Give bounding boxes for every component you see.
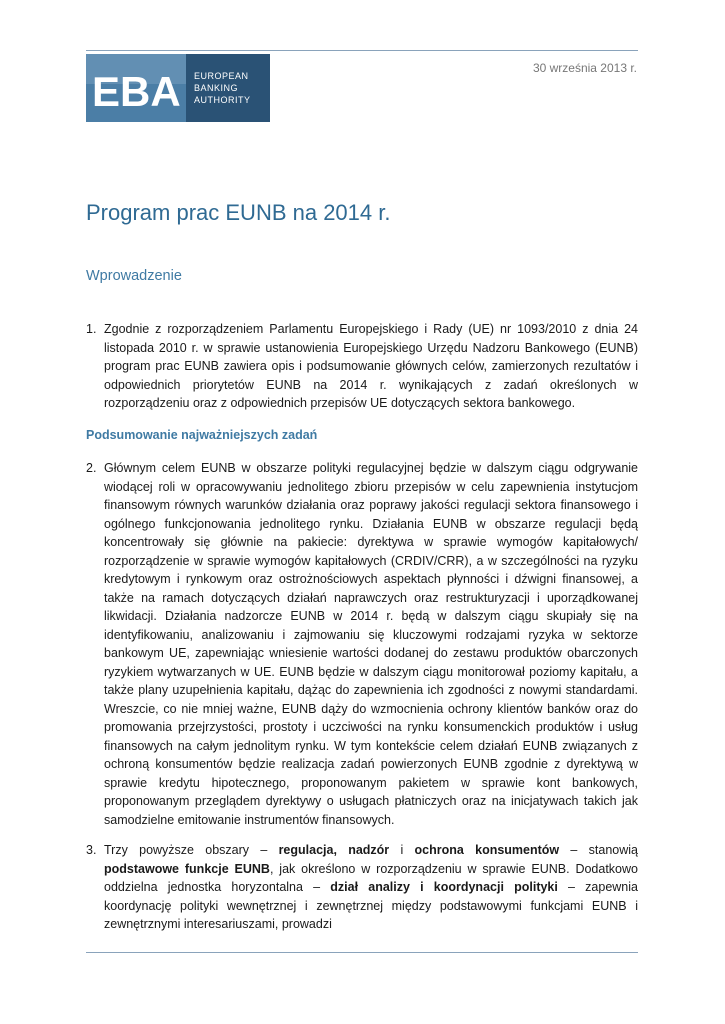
bold-term-regulation-supervision: regulacja, nadzór	[278, 843, 390, 857]
paragraph-number: 1.	[86, 322, 97, 336]
paragraph-3	[86, 841, 638, 934]
paragraph-number: 3.	[86, 843, 97, 857]
bold-term-consumer-protection: ochrona konsumentów	[414, 843, 560, 857]
footer-rule	[86, 952, 638, 953]
logo-line-3: AUTHORITY	[194, 95, 251, 105]
paragraph-2	[86, 459, 638, 829]
paragraph-text: Głównym celem EUNB w obszarze polityki regulacyjnej będzie w dalszym ciągu odgrywanie wiodącej roli w opracowywaniu jednolitego zbioru przepisów w celu zapewnienia instytucjom finansowym równych warunków działania oraz poprawy jakości regulacji sektora finansowego i ogólnego funkcjonowania jednolitego rynku. Działania EUNB w obszarze regulacji będą koncentrowały się głównie na pakiecie: dyrektywa w sprawie wymogów kapitałowych/ rozporządzenie w sprawie wymogów kapitałowych (CRDIV/CRR), a w szczególności na ryzyku kredytowym i rynkowym oraz ostrożnościowych aspektach płynności i dźwigni finansowej, a także na ramach dotyczących działań naprawczych oraz restrukturyzacji i uporządkowanej likwidacji. Działania nadzorcze EUNB w 2014 r. będą w dalszym ciągu skupiały się na identyfikowaniu, analizowaniu i zajmowaniu się kluczowymi rodzajami ryzyka w sektorze bankowym UE, zapewniając wniesienie wartości dodanej do zestawu produktów obarczonych ryzykiem wytwarzanych w UE. EUNB będzie w dalszym ciągu monitorował poziomy kapitału, a także plany uzupełnienia kapitału, dążąc do zapewnienia ich zgodności z nowymi standardami. Wreszcie, co nie mniej ważne, EUNB dąży do wzmocnienia ochrony klientów banków oraz do promowania przejrzystości, prostoty i uczciwości na rynku konsumenckich produktów i usług finansowych na całym jednolitym rynku. W tym kontekście celem działań EUNB związanych z ochroną konsumentów będzie realizacja zadań powierzonych EUNB zgodnie z dyrektywą w sprawie kredytu hipotecznego, proponowanym pakietem w sprawie kont bankowych, proponowanym przeglądem dyrektywy o usługach płatniczych oraz na inicjatywach takich jak samodzielne emitowanie instrumentów finansowych.	[104, 461, 638, 827]
document-date: 30 września 2013 r.	[532, 61, 637, 75]
section-heading-summary: Podsumowanie najważniejszych zadań	[86, 428, 318, 442]
eba-logo	[86, 54, 270, 122]
logo-line-2: BANKING	[194, 83, 239, 93]
bold-term-analysis-unit: dział analizy i koordynacji polityki	[330, 880, 558, 894]
text-run: – zapewnia koordynację polityki wewnętrznej i zewnętrznej między podstawowymi funkcjami EUNB i zewnętrznymi interesariuszami, prowadzi	[104, 880, 638, 931]
section-title-introduction: Wprowadzenie	[86, 268, 182, 284]
text-run: , jak określono w rozporządzeniu w sprawie EUNB. Dodatkowo oddzielna jednostka horyzontalna –	[104, 861, 638, 894]
paragraph-1	[86, 320, 638, 413]
text-run: Trzy powyższe obszary –	[104, 843, 279, 857]
logo-line-1: EUROPEAN	[194, 71, 249, 81]
text-run: – stanowią	[559, 843, 638, 857]
text-run: i	[389, 843, 415, 857]
header-rule	[86, 50, 638, 51]
document-title: Program prac EUNB na 2014 r.	[86, 200, 391, 225]
paragraph-text	[104, 841, 638, 934]
logo-mark: EBA	[92, 68, 181, 115]
bold-term-core-functions: podstawowe funkcje EUNB	[104, 861, 270, 876]
paragraph-number: 2.	[86, 461, 97, 475]
paragraph-text: Zgodnie z rozporządzeniem Parlamentu Europejskiego i Rady (UE) nr 1093/2010 z dnia 24 listopada 2010 r. w sprawie ustanowienia Europejskiego Urzędu Nadzoru Bankowego (EUNB) program prac EUNB zawiera opis i podsumowanie głównych celów, zamierzonych rezultatów i odpowiednich priorytetów EUNB na 2014 r. wynikających z zadań określonych w rozporządzeniu oraz z odpowiednich przepisów UE dotyczących sektora bankowego.	[104, 322, 638, 410]
